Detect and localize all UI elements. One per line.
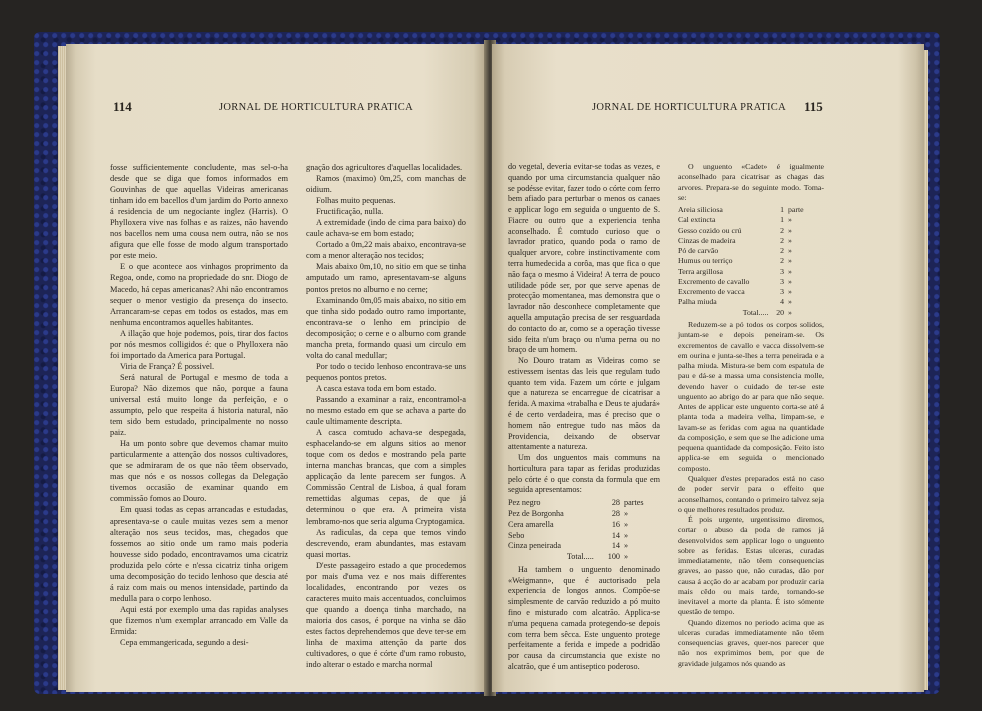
paragraph: As radiculas, da cepa que temos vindo descrevendo, eram abundantes, mas estavam quasi mortas. xyxy=(306,527,466,559)
table-row xyxy=(508,498,660,509)
running-header-right: JORNAL DE HORTICULTURA PRATICA xyxy=(592,102,786,113)
total-unit: » xyxy=(624,552,629,562)
paragraph: O unguento «Cadet» é igualmente aconselhado para cicatrisar as chagas das arvores. Prepara-se do seguinte modo. Toma-se: xyxy=(678,162,824,202)
item: Humus ou terriço xyxy=(678,256,733,266)
table-row xyxy=(508,520,660,531)
table-row xyxy=(678,226,824,236)
unit: » xyxy=(788,256,792,266)
left-column-1 xyxy=(110,162,288,648)
qty: 16 xyxy=(611,519,620,529)
unit: » xyxy=(788,297,792,307)
qty: 2 xyxy=(780,235,784,245)
unit: » xyxy=(788,225,792,235)
item: Sebo xyxy=(508,530,525,540)
table-row xyxy=(508,509,660,520)
paragraph: Reduzem-se a pó todos os corpos solidos, juntam-se e depois peneiram-se. Os excrementos de cavallo e vacca dissolvem-se em ourina e junta-se-lhes a terra peneirada e a palha miuda. Mistura-se bem com espatula de pau e dá-se a massa uma consistencia molle, devendo haver o cuidado de ter-se este unguento ao abrigo do ar para que não seque. Antes de applicar este unguento corta-se até á planta toda a madeira velha, limpam-se, e lavam-se as feridas com agua na quantidade da composição, e sem que se lhe adicione uma pequena quantidade da composição. Feito isto applica-se em seguida o mencionado composto. xyxy=(678,319,824,473)
paragraph: É pois urgente, urgentissimo diremos, cortar o abuso da poda de ramos já desenvolvidos sem applicar logo o unguento sobre as feridas. Estas ulceras, curadas immediatamente, não têem consequencias graves, ao passo que, não curadas, dão por causa á acção do ar acabam por produzir caria mais cêdo ou mais tarde, tornando-se inevitavel a morte da planta. É isto sómente questão de tempo. xyxy=(678,515,824,617)
paragraph: Ha tambem o unguento denominado «Weigmann», que é auctorisado pela experiencia de longos annos. Compõe-se simplesmente de carvão reduzido a pó muito fino e misturado com alcatrão. Applica-se n'uma pequena camada protegendo-se depois com terra bem sêcca. Este unguento protege perfeitamente a ferida e impede a podridão por causa da circumstancia que existe no alcatrão, que é um antiseptico poderoso. xyxy=(508,564,660,671)
unit: » xyxy=(788,215,792,225)
unit: » xyxy=(788,287,792,297)
qty: 14 xyxy=(611,541,620,551)
formula-table-1 xyxy=(508,498,660,563)
qty: 3 xyxy=(780,266,784,276)
table-total-row xyxy=(678,308,824,318)
paragraph: Cepa emmangericada, segundo a desi- xyxy=(120,638,249,648)
item: Terra argillosa xyxy=(678,266,723,276)
paragraph: Quando dizemos no periodo acima que as ulceras curadas immediatamente não têem consequencias graves, quer-nos parecer que não nos exprimimos bem, por que de gravidade julgamos nós quando as xyxy=(678,617,824,668)
paragraph: Qualquer d'estes preparados está no caso de poder servir para o effeito que aconselhamos, contando o primeiro talvez seja o que melhores resultados produz. xyxy=(678,473,824,514)
item: Cera amarella xyxy=(508,519,554,529)
paragraph: D'este passageiro estado a que procedemos por mais d'uma vez e nos mais differentes localidades, encontrando por vezes os caracteres muito mais accentuados, concluimos que quando a doença tinha marchado, na maioria dos casos, é porque na vinha se dão estes factos deprehendemos que deve ter-se em linha de maxima attenção da parte dos cultivadores, o que é córte d'um ramo robusto, indo alterar o estado e marcha normal xyxy=(306,560,466,670)
item: Palha miuda xyxy=(678,297,717,307)
total-label: Total..... xyxy=(742,307,769,317)
paragraph: A casca estava toda em bom estado. xyxy=(316,383,437,393)
qty: 2 xyxy=(780,246,784,256)
paragraph: Folhas muito pequenas. xyxy=(316,196,396,206)
table-row xyxy=(678,297,824,307)
table-total-row xyxy=(508,552,660,563)
unit: » xyxy=(788,235,792,245)
unit: » xyxy=(624,541,629,551)
paragraph: Será natural de Portugal e mesmo de toda a Europa? Não dizemos que não, porque a fauna universal está muito longe da perfeição, e o assumpto, pelo que respeita á historia natural, não tem sido bem estudado, principalmente no nosso paiz. xyxy=(110,372,288,438)
table-row xyxy=(678,205,824,215)
table-row xyxy=(678,236,824,246)
qty: 1 xyxy=(780,215,784,225)
unit: » xyxy=(788,266,792,276)
paragraph: Examinando 0m,05 mais abaixo, no sitio em que tinha sido podado outro ramo importante, encontrava-se o lenho em principio de decomposição; o cerne e o alburno com grande mancha preta, formando quasi um circulo em volta do canal medullar; xyxy=(306,295,466,360)
paragraph: fosse sufficientemente concludente, mas sel-o-ha desde que se diga que fomos informados em Gouvinhas de que aquellas Videiras americanas tinham ido em bacellos d'um jardim do Porto annexo á residencia de um negociante inglez (Harris). O Phylloxera vive nas folhas e as raizes, não havendo nos bacellos nem uma cousa nem outra, não se nos afigura que elle fosse de modo algum transportado por este meio. xyxy=(110,163,288,261)
qty: 4 xyxy=(780,297,784,307)
left-column-2 xyxy=(306,162,466,670)
paragraph: Cortado a 0m,22 mais abaixo, encontrava-se com a menor alteração nos tecidos; xyxy=(306,240,466,261)
left-page xyxy=(66,44,486,692)
unit: » xyxy=(788,246,792,256)
unit: » xyxy=(624,530,629,540)
table-row xyxy=(678,256,824,266)
page-number-left: 114 xyxy=(113,99,132,114)
paragraph: Em quasi todas as cepas arrancadas e estudadas, apresentava-se o caule muitas vezes sem a menor alteração nos seus tecidos, mas, chegados que fossemos ao sitio onde um ramo mais poderia houvesse sido podado, encontravamos uma cicatriz produzida pelo córte e n'essa cicatriz tinha origem uma decomposição do tecido lenhoso que descia até á raiz com mais ou menos intensidade, partindo da medulla para o corpo lenhoso. xyxy=(110,505,288,603)
total-qty: 20 xyxy=(776,307,784,317)
paragraph: Fructificação, nulla. xyxy=(316,207,384,217)
total-unit: » xyxy=(788,307,792,317)
total-label: Total..... xyxy=(566,552,594,562)
item: Excremento de vacca xyxy=(678,287,745,297)
qty: 3 xyxy=(780,287,784,297)
item: Pez negro xyxy=(508,498,541,508)
paragraph: Um dos unguentos mais communs na horticultura para tapar as feridas produzidas pelo córte é o que consta da formula que em seguida apresentamos: xyxy=(508,453,660,495)
unit: » xyxy=(624,509,629,518)
qty: 3 xyxy=(780,276,784,286)
table-row xyxy=(508,541,660,552)
paragraph: do vegetal, deveria evitar-se todas as vezes, e quando por uma circumstancia qualquer não se podésse evitar, fazer todo o córte com ferro bem afiado para perturbar o menos os canaes e applicar logo em seguida o unguento de S. Fiacre ou outro que a experiencia tenha aconselhado. É comtudo curioso que o lavrador pratico, quando poda o ramo de qualquer arvore, cobre instinctivamente com terra humedecida a corôa, mas que fica o que não faça o mesmo á Videira! A terra de pouco utilidade póde ser, por que serve apenas de protecção momentanea, mas demonstra que o lavrador não desconhece completamente que aquella amputação precisa de ser resguardada do contacto do ar, como se a operação tivesse sido feita n'um braço ou n'uma perna ou no braço de um homem. xyxy=(508,162,660,355)
unit: » xyxy=(624,519,629,529)
formula-table-2 xyxy=(678,205,824,318)
item: Cinza peneirada xyxy=(508,541,561,551)
qty: 28 xyxy=(611,509,620,518)
running-header-left: JORNAL DE HORTICULTURA PRATICA xyxy=(219,102,413,113)
paragraph: Ramos (maximo) 0m,25, com manchas de oidium. xyxy=(306,174,466,195)
total-qty: 100 xyxy=(607,552,620,562)
qty: 2 xyxy=(780,256,784,266)
item: Gesso cozido ou crú xyxy=(678,225,742,235)
item: Pez de Borgonha xyxy=(508,509,564,518)
table-row xyxy=(678,267,824,277)
paragraph: Ha um ponto sobre que devemos chamar muito particularmente a attenção dos nossos cultivadores, que se admiraram de os que não têem observado, mas que nós e os nossos collegas da Delegação tivemos occasião de examinar quando em commissão fomos ao Douro. xyxy=(110,439,288,504)
item: Cinzas de madeira xyxy=(678,235,736,245)
item: Areia siliciosa xyxy=(678,205,723,215)
paragraph: Aqui está por exemplo uma das rapidas analyses que fizemos n'um exemplar arrancado em Valle da Ermida: xyxy=(110,604,288,636)
paragraph: Passando a examinar a raiz, encontramol-a no mesmo estado em que se achava a parte do caule ultimamente descripta. xyxy=(306,394,466,427)
paragraph: Mais abaixo 0m,10, no sitio em que se tinha amputado um ramo, apresentavam-se alguns pontos pretos no alburno e no cerne; xyxy=(306,262,466,294)
unit: partes xyxy=(624,498,644,508)
table-row xyxy=(678,215,824,225)
table-row xyxy=(678,246,824,256)
paragraph: Por todo o tecido lenhoso encontrava-se uns pequenos pontos pretos. xyxy=(306,361,466,382)
qty: 2 xyxy=(780,225,784,235)
paragraph: E o que acontece aos vinhagos proprimento da Regoa, onde, como na propriedade do snr. Diogo de Macedo, há cepas americanas? Ahi não encontramos sequer o menor vestigio da presença do insecto. Arrancaram-se cepas em todos os estados, mas em nenhuma encontramos aquelles habitantes. xyxy=(110,262,288,327)
right-page xyxy=(492,44,924,692)
item: Excremento de cavallo xyxy=(678,276,750,286)
qty: 28 xyxy=(611,498,620,508)
qty: 14 xyxy=(611,530,620,540)
unit: parte xyxy=(788,205,804,215)
paragraph: A illação que hoje podemos, pois, tirar dos factos por nós mesmos colligidos é: que o Phylloxera não foi importado da America para Portugal. xyxy=(110,328,288,360)
unit: » xyxy=(788,276,792,286)
right-column-1 xyxy=(508,162,660,673)
paragraph: gnação dos agricultores d'aquellas localidades. xyxy=(306,163,463,172)
item: Pó de carvão xyxy=(678,246,719,256)
paragraph: Viria de França? É possivel. xyxy=(120,361,215,371)
item: Cal extincta xyxy=(678,215,716,225)
paragraph: A casca comtudo achava-se despegada, esphacelando-se em alguns sitios ao menor toque com os dedos e mostrando pela parte interna manchas brancas, que com a simples applicação da lente parecem ser fungos. A Commissão Central de Lisboa, á qual foram remettidas algumas cepas, de que já determinou o que era. A primeira vista lembramo-nos que seria alguma Cryptogamica. xyxy=(306,428,466,526)
table-row xyxy=(678,287,824,297)
page-number-right: 115 xyxy=(804,99,823,114)
paragraph: No Douro tratam as Videiras como se estivessem isentas das leis que regulam tudo quanto tem vida. Fazem um córte e julgam que a natureza se encarregue de cicatrisar a ferida. A maxima «trabalha e Deus te ajudará» é de certo verdadeira, mas é preciso que o homem não entregue tudo nas mãos da Providencia, deixando de observar attentamente a natureza. xyxy=(508,356,660,452)
qty: 1 xyxy=(780,205,784,215)
paragraph: A extremidade (indo de cima para baixo) do caule achava-se em bom estado; xyxy=(306,218,466,239)
right-column-2 xyxy=(678,162,824,669)
table-row xyxy=(678,277,824,287)
table-row xyxy=(508,531,660,542)
